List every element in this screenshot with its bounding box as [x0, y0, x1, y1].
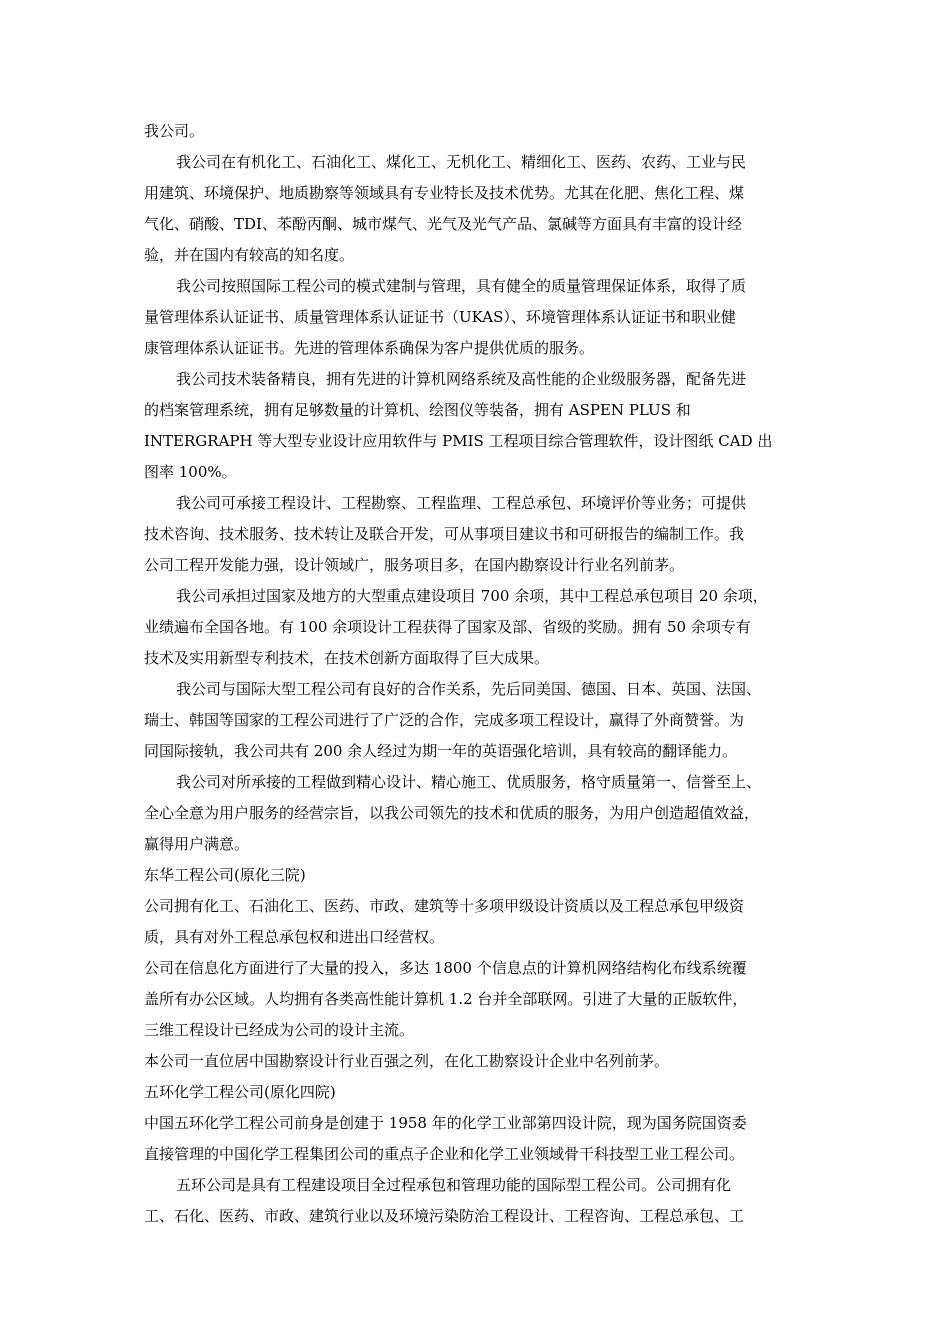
paragraph-projects: [144, 581, 808, 674]
text-line: 我公司按照国际工程公司的模式建制与管理，具有健全的质量管理保证体系，取得了质: [176, 277, 747, 295]
text-line: 康管理体系认证证书。先进的管理体系确保为客户提供优质的服务。: [144, 339, 595, 357]
heading-text: 东华工程公司(原化三院): [144, 866, 306, 884]
text-line: 公司工程开发能力强，设计领域广，服务项目多，在国内勘察设计行业名列前茅。: [144, 556, 685, 574]
text-line: 技术及实用新型专利技术，在技术创新方面取得了巨大成果。: [144, 649, 550, 667]
text-line: 质，具有对外工程总承包权和进出口经营权。: [144, 928, 445, 946]
section-heading-wuhuan: [144, 1077, 808, 1108]
text-line: 气化、硝酸、TDI、苯酚丙酮、城市煤气、光气及光气产品、氯碱等方面具有丰富的设计经: [144, 215, 742, 233]
text-line: 技术咨询、技术服务、技术转让及联合开发，可从事项目建议书和可研报告的编制工作。我: [144, 525, 745, 543]
text-line: 我公司承担过国家及地方的大型重点建设项目 700 余项，其中工程总承包项目 20 余项，: [176, 587, 768, 605]
text-line: 我公司在有机化工、石油化工、煤化工、无机化工、精细化工、医药、农药、工业与民: [176, 153, 747, 171]
paragraph-business: [144, 488, 808, 581]
text-line: 验，并在国内有较高的知名度。: [144, 246, 355, 264]
paragraph-cooperation: [144, 674, 808, 767]
text-line: INTERGRAPH 等大型专业设计应用软件与 PMIS 工程项目综合管理软件，设计图纸 CAD 出: [144, 432, 773, 450]
text-line: 图率 100%。: [144, 463, 237, 481]
text-line: 公司拥有化工、石油化工、医药、市政、建筑等十多项甲级设计资质以及工程总承包甲级资: [144, 897, 745, 915]
paragraph-wuhuan-scope: [144, 1170, 808, 1232]
section-heading-donghua: [144, 860, 808, 891]
paragraph-equipment: [144, 364, 808, 488]
text-line: 量管理体系认证证书、质量管理体系认证证书（UKAS）、环境管理体系认证证书和职业健: [144, 308, 736, 326]
text-line: 业绩遍布全国各地。有 100 余项设计工程获得了国家及部、省级的奖励。拥有 50 余项专有: [144, 618, 751, 636]
text-line: 的档案管理系统，拥有足够数量的计算机、绘图仪等装备，拥有 ASPEN PLUS 和: [144, 401, 691, 419]
text-line: 我公司可承接工程设计、工程勘察、工程监理、工程总承包、环境评价等业务；可提供: [176, 494, 747, 512]
text-line: 本公司一直位居中国勘察设计行业百强之列，在化工勘察设计企业中名列前茅。: [144, 1052, 670, 1070]
text-line: 公司在信息化方面进行了大量的投入，多达 1800 个信息点的计算机网络结构化布线系统覆: [144, 959, 747, 977]
text-line: 全心全意为用户服务的经营宗旨，以我公司领先的技术和优质的服务，为用户创造超值效益，: [144, 804, 760, 822]
text-line: 五环公司是具有工程建设项目全过程承包和管理功能的国际型工程公司。公司拥有化: [176, 1176, 732, 1194]
text-line: 用建筑、环境保护、地质勘察等领域具有专业特长及技术优势。尤其在化肥、焦化工程、煤: [144, 184, 745, 202]
text-line: 工、石化、医药、市政、建筑行业以及环境污染防治工程设计、工程咨询、工程总承包、工: [144, 1207, 745, 1225]
text-line: 三维工程设计已经成为公司的设计主流。: [144, 1021, 415, 1039]
text-line: 瑞士、韩国等国家的工程公司进行了广泛的合作，完成多项工程设计，赢得了外商赞誉。为: [144, 711, 745, 729]
text-line: 同国际接轨，我公司共有 200 余人经过为期一年的英语强化培训，具有较高的翻译能力。: [144, 742, 738, 760]
text-line: 我公司。: [144, 122, 205, 140]
text-line: 直接管理的中国化学工程集团公司的重点子企业和化学工业领域骨干科技型工业工程公司。: [144, 1145, 745, 1163]
heading-text: 五环化学工程公司(原化四院): [144, 1083, 336, 1101]
text-line: 我公司对所承接的工程做到精心设计、精心施工、优质服务，格守质量第一、信誉至上、: [176, 773, 762, 791]
paragraph-intro-end: [144, 116, 808, 147]
text-line: 赢得用户满意。: [144, 835, 250, 853]
text-line: 中国五环化学工程公司前身是创建于 1958 年的化学工业部第四设计院，现为国务院国资委: [144, 1114, 747, 1132]
text-line: 盖所有办公区域。人均拥有各类高性能计算机 1.2 台并全部联网。引进了大量的正版软件，: [144, 990, 748, 1008]
paragraph-service: [144, 767, 808, 860]
paragraph-donghua-it: [144, 953, 808, 1046]
paragraph-expertise: [144, 147, 808, 271]
paragraph-wuhuan-history: [144, 1108, 808, 1170]
text-line: 我公司与国际大型工程公司有良好的合作关系，先后同美国、德国、日本、英国、法国、: [176, 680, 762, 698]
paragraph-donghua-rank: [144, 1046, 808, 1077]
paragraph-management: [144, 271, 808, 364]
text-line: 我公司技术装备精良，拥有先进的计算机网络系统及高性能的企业级服务器，配备先进: [176, 370, 747, 388]
paragraph-donghua-qualification: [144, 891, 808, 953]
document-page: [144, 116, 808, 1232]
